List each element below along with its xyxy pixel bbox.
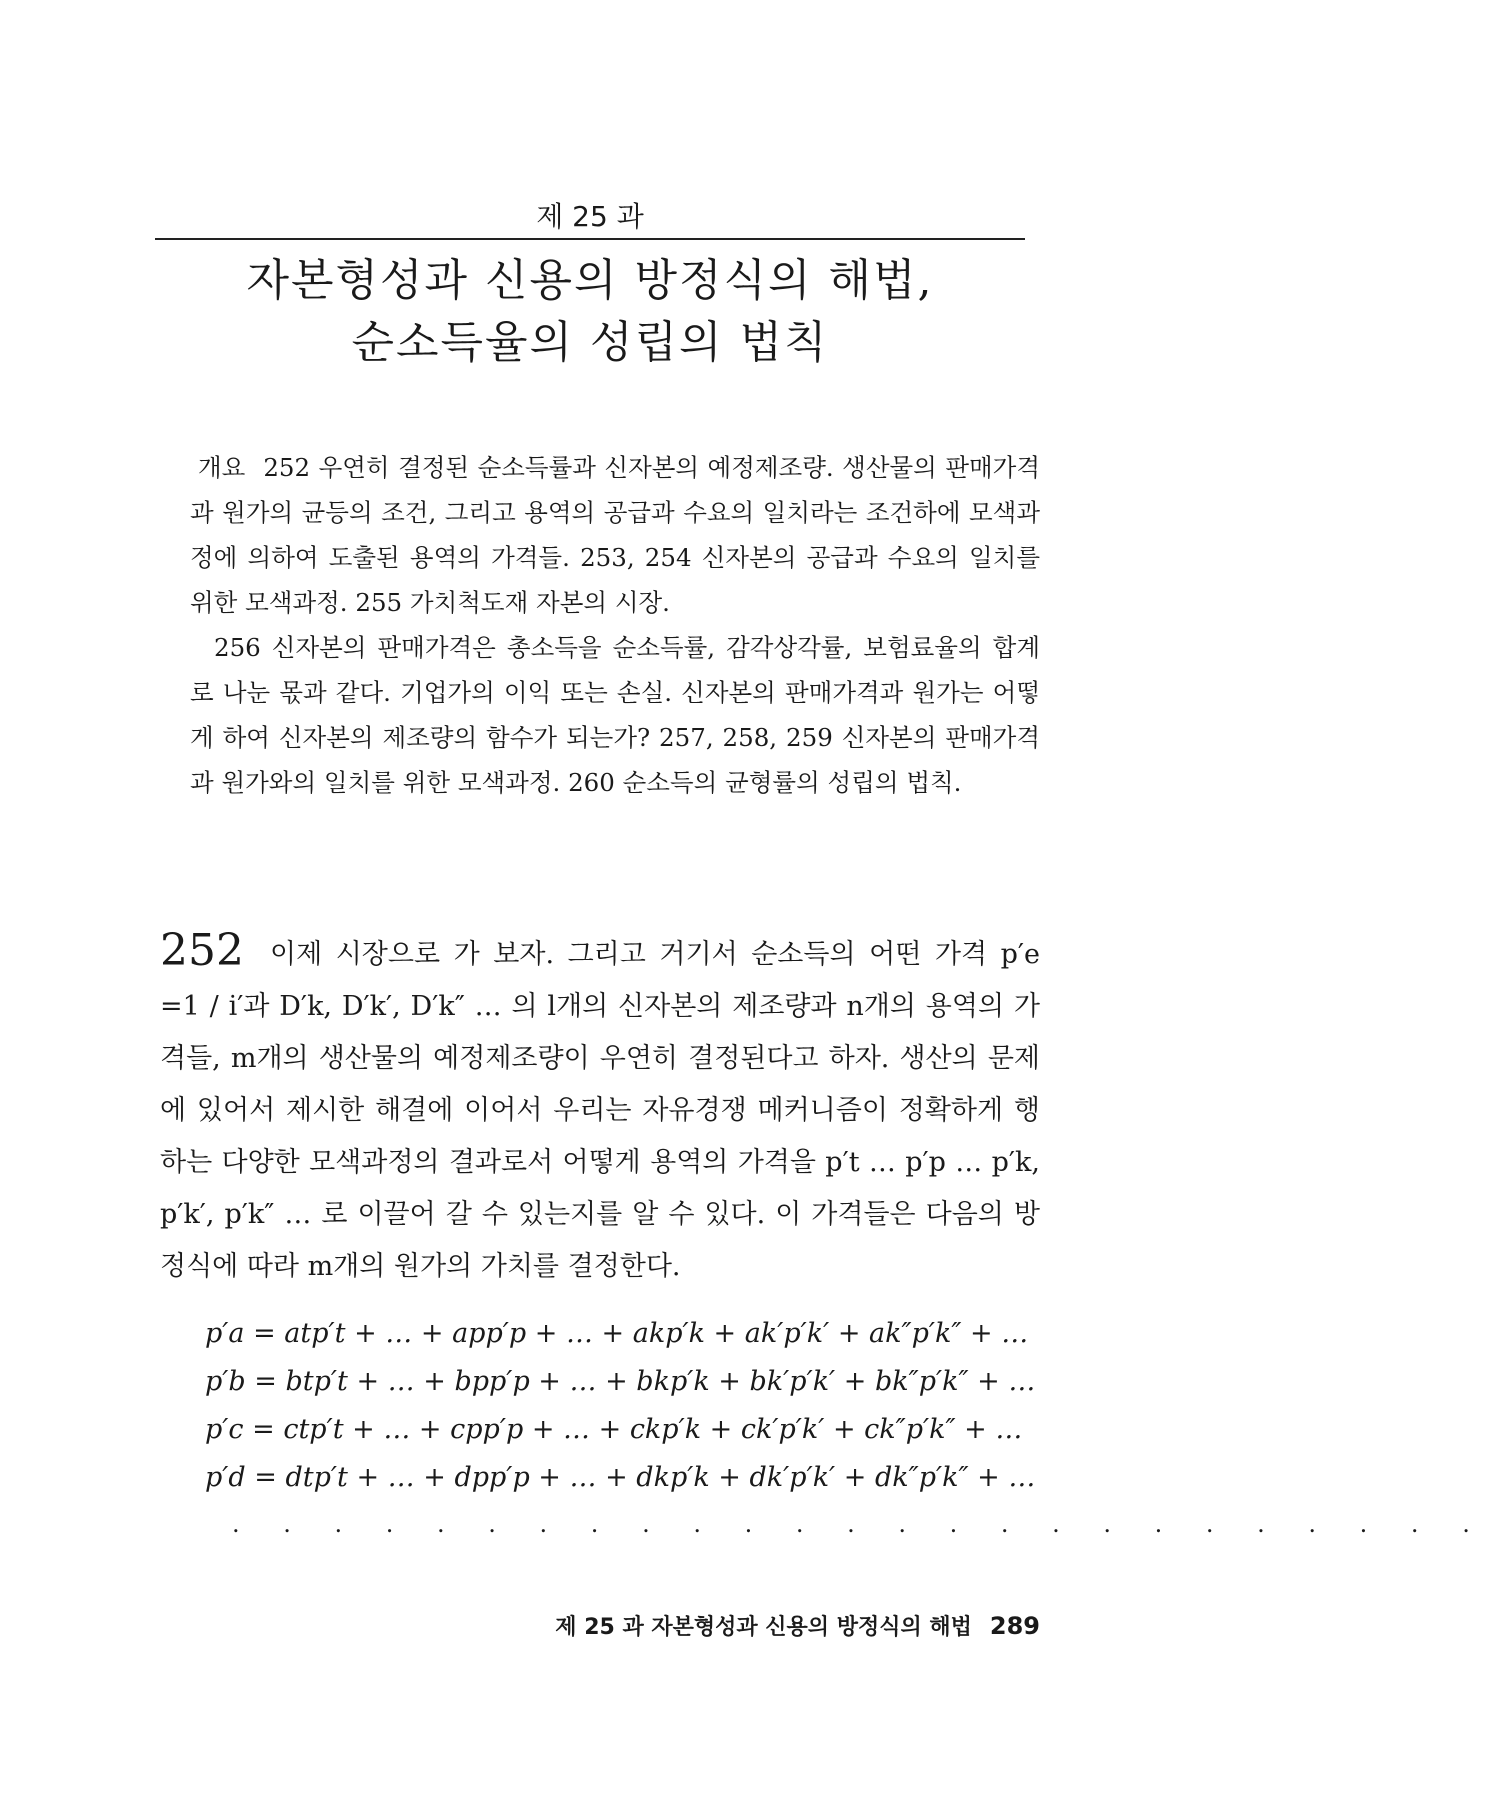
section-number: 252 <box>160 925 244 976</box>
summary-paragraph-2: 256 신자본의 판매가격은 총소득을 순소득률, 감각상각률, 보험료율의 합계로 나눈 몫과 같다. 기업가의 이익 또는 손실. 신자본의 판매가격과 원가는 어떻게 하여 신자본의 제조량의 함수가 되는가? 257, 258, 259 신자본의 판매가격과 원가와의 일치를 위한 모색과정. 260 순소득의 균형률의 성립의 법칙. <box>190 633 1040 797</box>
summary-text-1: 252 우연히 결정된 순소득률과 신자본의 예정제조량. 생산물의 판매가격과 원가의 균등의 조건, 그리고 용역의 공급과 수요의 일치라는 조건하에 모색과정에 의하여 도출된 용역의 가격들. 253, 254 신자본의 공급과 수요의 일치를 위한 모색과정. 255 가치척도재 자본의 시장. <box>190 453 1040 617</box>
summary-heading: 개요 <box>198 453 246 482</box>
section-paragraph <box>160 925 1040 1293</box>
title-divider <box>155 238 1025 240</box>
equation-b: p′b = btp′t + … + bpp′p + … + bkp′k + bk′p′k′ + bk″p′k″ + … <box>205 1366 1036 1397</box>
equation-a: p′a = atp′t + … + app′p + … + akp′k + ak′p′k′ + ak″p′k″ + … <box>205 1318 1029 1349</box>
lesson-number: 제 25 과 <box>536 200 644 233</box>
running-head: 제 25 과 자본형성과 신용의 방정식의 해법 <box>555 1615 972 1640</box>
equation-ellipsis-row: . . . . . . . . . . . . . . . . . . . . . . . . . <box>232 1510 1488 1538</box>
page-footer <box>500 1610 1040 1641</box>
equation-block <box>205 1310 1036 1502</box>
chapter-title-line-1: 자본형성과 신용의 방정식의 해법, <box>246 255 934 306</box>
summary-paragraph-1 <box>190 445 1040 625</box>
chapter-title-line-2: 순소득율의 성립의 법칙 <box>351 317 829 368</box>
chapter-summary <box>190 445 1040 805</box>
section-text: 이제 시장으로 가 보자. 그리고 거기서 순소득의 어떤 가격 p′e =1 / i′과 D′k, D′k′, D′k″ … 의 l개의 신자본의 제조량과 n개의 용역의 가격들, m개의 생산물의 예정제조량이 우연히 결정된다고 하자. 생산의 문제에 있어서 제시한 해결에 이어서 우리는 자유경쟁 메커니즘이 정확하게 행하는 다양한 모색과정의 결과로서 어떻게 용역의 가격을 p′t … p′p … p′k, p′k′, p′k″ … 로 이끌어 갈 수 있는지를 알 수 있다. 이 가격들은 다음의 방정식에 따라 m개의 원가의 가치를 결정한다. <box>160 939 1040 1282</box>
page-number: 289 <box>989 1612 1040 1640</box>
equation-d: p′d = dtp′t + … + dpp′p + … + dkp′k + dk′p′k′ + dk″p′k″ + … <box>205 1462 1036 1493</box>
chapter-title <box>155 250 1025 374</box>
equation-c: p′c = ctp′t + … + cpp′p + … + ckp′k + ck′p′k′ + ck″p′k″ + … <box>205 1414 1023 1445</box>
